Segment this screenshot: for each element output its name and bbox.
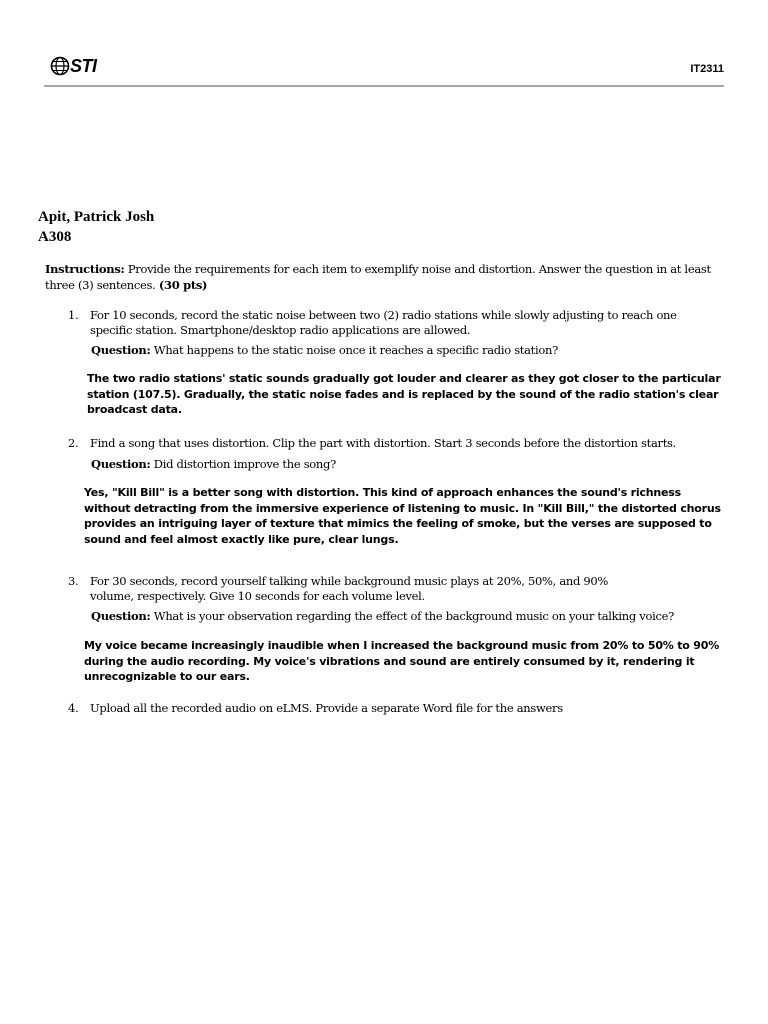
item-text: For 10 seconds, record the static noise between two (2) radio stations while slowly adjusting to reach one specific station. Smartphone/desktop radio applications are allowed. [90, 308, 677, 337]
question [91, 609, 741, 624]
list-item [68, 308, 728, 340]
list-item [68, 436, 728, 452]
instructions [45, 261, 735, 293]
list-item [68, 574, 728, 606]
header-divider [44, 85, 724, 87]
question-label: Question: [91, 457, 151, 471]
sti-logo [50, 56, 97, 76]
course-code: IT2311 [690, 63, 724, 75]
item-number: 1. [68, 308, 79, 322]
list-item [68, 701, 728, 717]
instructions-points: (30 pts) [158, 278, 208, 292]
item-text: For 30 seconds, record yourself talking while background music plays at 20%, 50%, and 90% volume, respectively. Give 10 seconds for each volume level. [90, 574, 609, 603]
question-label: Question: [91, 609, 151, 623]
question [91, 457, 731, 472]
question [91, 343, 731, 358]
item-text: Upload all the recorded audio on eLMS. Provide a separate Word file for the answers [90, 701, 563, 715]
answer: My voice became increasingly inaudible when I increased the background music from 20% to 50% to 90% during the audio recording. My voice's vibrations and sound are entirely consumed by it, rendering it unrecognizable to our ears. [84, 639, 720, 683]
item-number: 4. [68, 701, 79, 715]
answer: Yes, "Kill Bill" is a better song with distortion. This kind of approach enhances the sound's richness without detracting from the immersive experience of listening to music. In "Kill Bill," the distorted chorus provides an intriguing layer of texture that mimics the feeling of smoke, but the verses are supposed to sound and feel almost exactly like pure, clear lungs. [84, 486, 721, 546]
item-text: Find a song that uses distortion. Clip the part with distortion. Start 3 seconds before the distortion starts. [90, 436, 676, 450]
instructions-label: Instructions: [45, 262, 125, 276]
instructions-text: Provide the requirements for each item to exemplify noise and distortion. Answer the question in at least three (3) sentences. [45, 262, 711, 292]
question-label: Question: [91, 343, 151, 357]
student-section: A308 [38, 229, 72, 245]
logo-text: STI [70, 55, 97, 76]
item-number: 3. [68, 574, 79, 588]
answer: The two radio stations' static sounds gradually got louder and clearer as they got closer to the particular station (107.5). Gradually, the static noise fades and is replaced by the sound of the radio station's clear broadcast data. [87, 372, 721, 416]
question-text: What happens to the static noise once it reaches a specific radio station? [150, 343, 558, 357]
item-number: 2. [68, 436, 79, 450]
question-text: Did distortion improve the song? [150, 457, 336, 471]
student-name: Apit, Patrick Josh [38, 209, 155, 225]
question-text: What is your observation regarding the effect of the background music on your talking voice? [150, 609, 674, 623]
globe-icon [50, 56, 72, 76]
